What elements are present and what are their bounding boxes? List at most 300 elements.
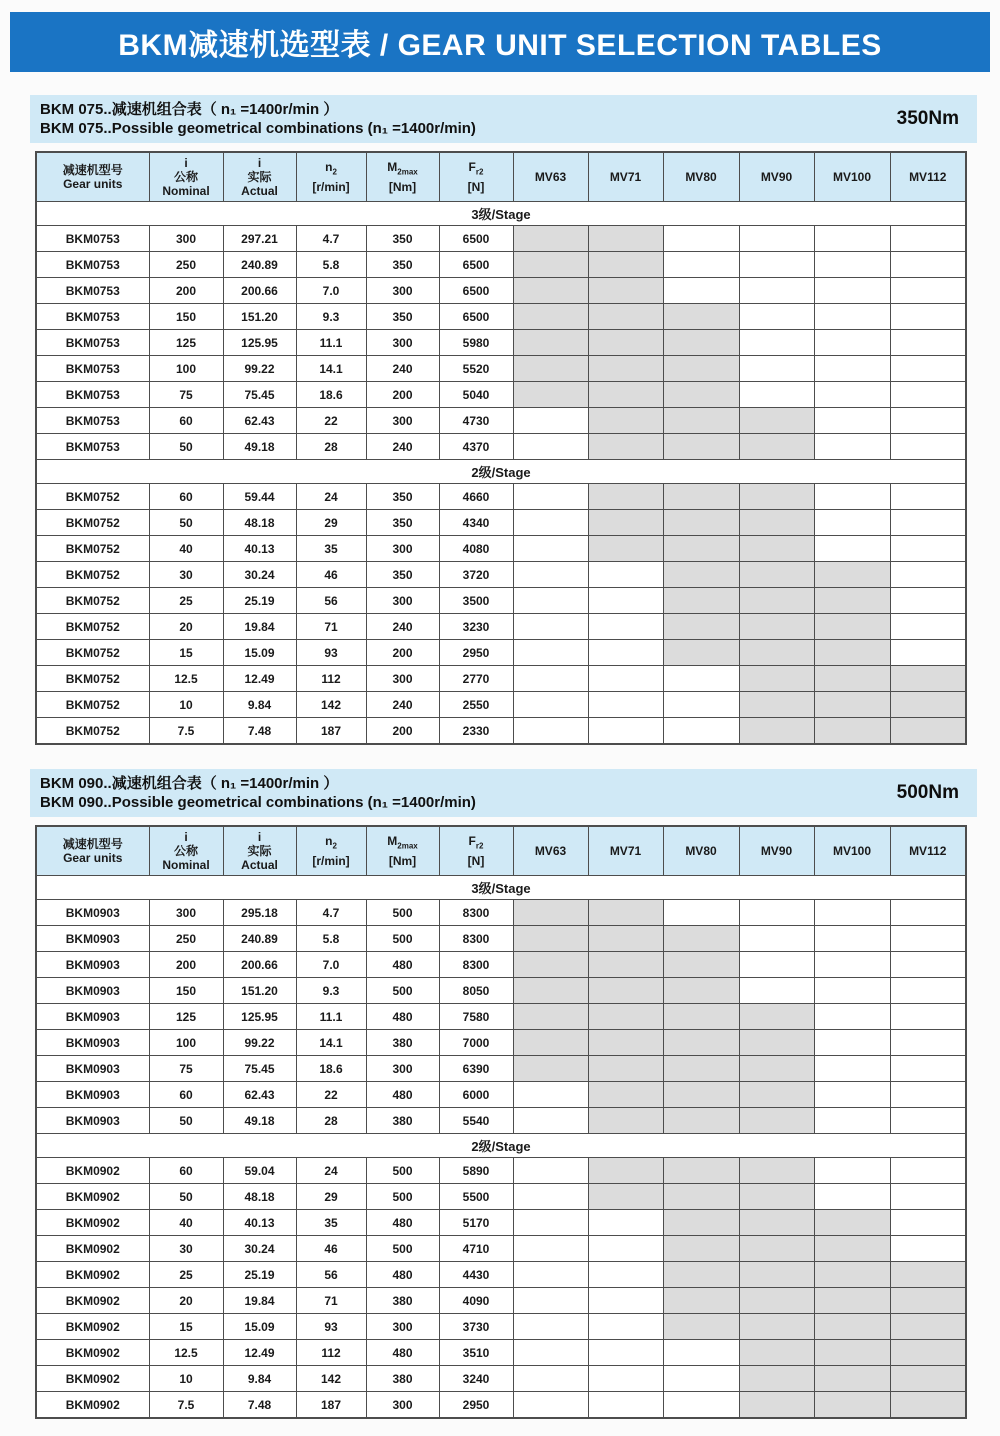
col-header-mv112: MV112 (890, 152, 966, 202)
cell-n2: 9.3 (296, 978, 366, 1004)
motor-compatibility-cell (814, 278, 890, 304)
table-row (36, 1236, 966, 1262)
table-title-en: BKM 090..Possible geometrical combinations (n₁ =1400r/min) (40, 794, 476, 811)
motor-compatibility-cell-shaded (663, 1056, 739, 1082)
cell-nominal: 60 (149, 1158, 223, 1184)
cell-fr2: 4340 (439, 510, 513, 536)
motor-compatibility-cell (890, 1056, 966, 1082)
motor-compatibility-cell-shaded (588, 978, 663, 1004)
motor-compatibility-cell (513, 1210, 588, 1236)
cell-fr2: 6390 (439, 1056, 513, 1082)
cell-actual: 59.04 (223, 1158, 296, 1184)
col-header-fr2: $F_{r2}$ [N] (439, 826, 513, 876)
motor-compatibility-cell (814, 484, 890, 510)
cell-nominal: 60 (149, 1082, 223, 1108)
motor-compatibility-cell-shaded (814, 1288, 890, 1314)
cell-model: BKM0903 (36, 1056, 149, 1082)
cell-model: BKM0903 (36, 1082, 149, 1108)
cell-fr2: 2330 (439, 718, 513, 745)
col-header-ratio-nominal: i 公称 Nominal (149, 826, 223, 876)
motor-compatibility-cell (890, 1082, 966, 1108)
cell-n2: 14.1 (296, 356, 366, 382)
motor-compatibility-cell (663, 666, 739, 692)
cell-model: BKM0752 (36, 588, 149, 614)
motor-compatibility-cell (663, 1392, 739, 1419)
motor-compatibility-cell (739, 304, 814, 330)
motor-compatibility-cell (814, 330, 890, 356)
table-row (36, 718, 966, 745)
motor-compatibility-cell-shaded (814, 666, 890, 692)
table-row (36, 640, 966, 666)
motor-compatibility-cell (588, 640, 663, 666)
motor-compatibility-cell-shaded (663, 1082, 739, 1108)
torque-badge: 350Nm (896, 108, 959, 129)
motor-compatibility-cell-shaded (588, 1184, 663, 1210)
cell-nominal: 50 (149, 1108, 223, 1134)
motor-compatibility-cell (663, 1340, 739, 1366)
cell-model: BKM0902 (36, 1392, 149, 1419)
motor-compatibility-cell-shaded (663, 1210, 739, 1236)
cell-n2: 7.0 (296, 278, 366, 304)
selection-table-bkm075 (35, 151, 967, 745)
cell-model: BKM0753 (36, 252, 149, 278)
motor-compatibility-cell (814, 1158, 890, 1184)
motor-compatibility-cell (513, 1340, 588, 1366)
motor-compatibility-cell-shaded (814, 1262, 890, 1288)
motor-compatibility-cell-shaded (663, 304, 739, 330)
cell-n2: 18.6 (296, 1056, 366, 1082)
motor-compatibility-cell-shaded (513, 900, 588, 926)
motor-compatibility-cell (739, 356, 814, 382)
cell-nominal: 250 (149, 926, 223, 952)
cell-model: BKM0753 (36, 226, 149, 252)
motor-compatibility-cell-shaded (663, 614, 739, 640)
motor-compatibility-cell (890, 1108, 966, 1134)
table-title-en: BKM 075..Possible geometrical combinations (n₁ =1400r/min) (40, 120, 476, 137)
cell-n2: 35 (296, 536, 366, 562)
motor-compatibility-cell-shaded (588, 510, 663, 536)
motor-compatibility-cell-shaded (663, 1108, 739, 1134)
cell-m2max: 200 (366, 640, 439, 666)
motor-compatibility-cell-shaded (588, 1108, 663, 1134)
motor-compatibility-cell-shaded (814, 614, 890, 640)
cell-m2max: 300 (366, 666, 439, 692)
cell-nominal: 50 (149, 1184, 223, 1210)
motor-compatibility-cell (890, 1184, 966, 1210)
motor-compatibility-cell-shaded (890, 718, 966, 745)
motor-compatibility-cell-shaded (513, 1030, 588, 1056)
cell-actual: 99.22 (223, 1030, 296, 1056)
cell-actual: 75.45 (223, 382, 296, 408)
cell-actual: 49.18 (223, 1108, 296, 1134)
motor-compatibility-cell-shaded (663, 926, 739, 952)
table-row (36, 978, 966, 1004)
table-row (36, 1366, 966, 1392)
table-row (36, 408, 966, 434)
motor-compatibility-cell (890, 510, 966, 536)
cell-model: BKM0903 (36, 1030, 149, 1056)
motor-compatibility-cell-shaded (814, 640, 890, 666)
motor-compatibility-cell (814, 978, 890, 1004)
cell-fr2: 6000 (439, 1082, 513, 1108)
motor-compatibility-cell-shaded (739, 1262, 814, 1288)
motor-compatibility-cell (739, 330, 814, 356)
cell-nominal: 75 (149, 1056, 223, 1082)
motor-compatibility-cell-shaded (814, 588, 890, 614)
cell-n2: 112 (296, 666, 366, 692)
cell-model: BKM0902 (36, 1366, 149, 1392)
cell-model: BKM0902 (36, 1262, 149, 1288)
table-row (36, 1004, 966, 1030)
motor-compatibility-cell-shaded (890, 666, 966, 692)
cell-m2max: 480 (366, 952, 439, 978)
cell-fr2: 2950 (439, 640, 513, 666)
motor-compatibility-cell (814, 1184, 890, 1210)
table-row (36, 278, 966, 304)
motor-compatibility-cell-shaded (513, 926, 588, 952)
col-header-mv100: MV100 (814, 152, 890, 202)
cell-n2: 93 (296, 1314, 366, 1340)
motor-compatibility-cell-shaded (513, 356, 588, 382)
cell-nominal: 200 (149, 278, 223, 304)
motor-compatibility-cell (513, 1366, 588, 1392)
cell-fr2: 5040 (439, 382, 513, 408)
motor-compatibility-cell (890, 304, 966, 330)
motor-compatibility-cell-shaded (588, 900, 663, 926)
cell-n2: 46 (296, 1236, 366, 1262)
motor-compatibility-cell (814, 1056, 890, 1082)
motor-compatibility-cell (513, 1314, 588, 1340)
motor-compatibility-cell (890, 588, 966, 614)
motor-compatibility-cell (739, 952, 814, 978)
motor-compatibility-cell (663, 252, 739, 278)
cell-nominal: 30 (149, 562, 223, 588)
cell-model: BKM0752 (36, 484, 149, 510)
cell-nominal: 300 (149, 900, 223, 926)
motor-compatibility-cell-shaded (739, 1184, 814, 1210)
cell-model: BKM0903 (36, 1004, 149, 1030)
motor-compatibility-cell (513, 408, 588, 434)
motor-compatibility-cell (739, 278, 814, 304)
cell-model: BKM0753 (36, 278, 149, 304)
stage-divider: 3级/Stage (36, 202, 966, 226)
cell-actual: 9.84 (223, 692, 296, 718)
cell-fr2: 2950 (439, 1392, 513, 1419)
motor-compatibility-cell-shaded (814, 1210, 890, 1236)
cell-n2: 29 (296, 510, 366, 536)
table-block-bkm075 (30, 95, 977, 745)
cell-nominal: 125 (149, 330, 223, 356)
cell-model: BKM0753 (36, 408, 149, 434)
cell-nominal: 15 (149, 1314, 223, 1340)
motor-compatibility-cell (588, 1392, 663, 1419)
cell-fr2: 6500 (439, 304, 513, 330)
cell-n2: 187 (296, 1392, 366, 1419)
cell-fr2: 2550 (439, 692, 513, 718)
motor-compatibility-cell-shaded (588, 484, 663, 510)
cell-nominal: 20 (149, 614, 223, 640)
col-header-ratio-actual: i 实际 Actual (223, 152, 296, 202)
selection-table-bkm090 (35, 825, 967, 1419)
cell-fr2: 8300 (439, 952, 513, 978)
table-title-bar (30, 95, 977, 143)
table-row (36, 1082, 966, 1108)
motor-compatibility-cell-shaded (513, 952, 588, 978)
cell-nominal: 12.5 (149, 1340, 223, 1366)
table-row (36, 1262, 966, 1288)
cell-nominal: 200 (149, 952, 223, 978)
cell-actual: 12.49 (223, 666, 296, 692)
motor-compatibility-cell-shaded (663, 640, 739, 666)
cell-m2max: 350 (366, 562, 439, 588)
motor-compatibility-cell-shaded (663, 1262, 739, 1288)
cell-actual: 30.24 (223, 562, 296, 588)
motor-compatibility-cell (814, 408, 890, 434)
cell-m2max: 300 (366, 1056, 439, 1082)
cell-nominal: 50 (149, 510, 223, 536)
motor-compatibility-cell (513, 1108, 588, 1134)
motor-compatibility-cell (814, 1004, 890, 1030)
motor-compatibility-cell-shaded (814, 718, 890, 745)
motor-compatibility-cell (890, 536, 966, 562)
motor-compatibility-cell (739, 226, 814, 252)
motor-compatibility-cell-shaded (513, 1004, 588, 1030)
cell-actual: 7.48 (223, 1392, 296, 1419)
motor-compatibility-cell-shaded (588, 382, 663, 408)
cell-fr2: 5500 (439, 1184, 513, 1210)
cell-fr2: 3500 (439, 588, 513, 614)
motor-compatibility-cell-shaded (588, 252, 663, 278)
cell-fr2: 5540 (439, 1108, 513, 1134)
cell-n2: 142 (296, 1366, 366, 1392)
motor-compatibility-cell (663, 1366, 739, 1392)
cell-model: BKM0753 (36, 304, 149, 330)
cell-m2max: 350 (366, 304, 439, 330)
motor-compatibility-cell-shaded (663, 1004, 739, 1030)
motor-compatibility-cell (814, 1030, 890, 1056)
motor-compatibility-cell-shaded (588, 278, 663, 304)
table-row (36, 382, 966, 408)
cell-actual: 99.22 (223, 356, 296, 382)
motor-compatibility-cell-shaded (588, 434, 663, 460)
cell-fr2: 6500 (439, 226, 513, 252)
motor-compatibility-cell (814, 952, 890, 978)
motor-compatibility-cell (890, 614, 966, 640)
motor-compatibility-cell-shaded (588, 1004, 663, 1030)
table-row (36, 666, 966, 692)
motor-compatibility-cell (588, 1210, 663, 1236)
cell-nominal: 40 (149, 536, 223, 562)
motor-compatibility-cell (513, 1288, 588, 1314)
cell-n2: 9.3 (296, 304, 366, 330)
cell-actual: 9.84 (223, 1366, 296, 1392)
col-header-mv90: MV90 (739, 152, 814, 202)
motor-compatibility-cell-shaded (739, 692, 814, 718)
motor-compatibility-cell-shaded (663, 1288, 739, 1314)
cell-fr2: 2770 (439, 666, 513, 692)
motor-compatibility-cell-shaded (588, 304, 663, 330)
cell-model: BKM0752 (36, 640, 149, 666)
cell-nominal: 15 (149, 640, 223, 666)
stage-divider: 3级/Stage (36, 876, 966, 900)
cell-actual: 295.18 (223, 900, 296, 926)
cell-actual: 25.19 (223, 588, 296, 614)
cell-fr2: 3730 (439, 1314, 513, 1340)
cell-fr2: 3510 (439, 1340, 513, 1366)
motor-compatibility-cell-shaded (588, 926, 663, 952)
cell-actual: 75.45 (223, 1056, 296, 1082)
table-block-bkm090 (30, 769, 977, 1419)
cell-m2max: 380 (366, 1108, 439, 1134)
cell-m2max: 300 (366, 408, 439, 434)
cell-nominal: 10 (149, 692, 223, 718)
motor-compatibility-cell-shaded (814, 1340, 890, 1366)
motor-compatibility-cell (513, 718, 588, 745)
motor-compatibility-cell (513, 434, 588, 460)
cell-nominal: 25 (149, 588, 223, 614)
motor-compatibility-cell (739, 382, 814, 408)
cell-nominal: 40 (149, 1210, 223, 1236)
cell-n2: 11.1 (296, 1004, 366, 1030)
cell-model: BKM0753 (36, 330, 149, 356)
cell-m2max: 300 (366, 330, 439, 356)
cell-m2max: 240 (366, 356, 439, 382)
cell-nominal: 7.5 (149, 718, 223, 745)
cell-n2: 4.7 (296, 226, 366, 252)
motor-compatibility-cell-shaded (739, 1030, 814, 1056)
col-header-mv112: MV112 (890, 826, 966, 876)
motor-compatibility-cell (814, 510, 890, 536)
cell-fr2: 4730 (439, 408, 513, 434)
cell-fr2: 4660 (439, 484, 513, 510)
cell-actual: 297.21 (223, 226, 296, 252)
page-title: BKM减速机选型表 / GEAR UNIT SELECTION TABLES (118, 29, 882, 62)
motor-compatibility-cell-shaded (890, 1262, 966, 1288)
motor-compatibility-cell-shaded (513, 278, 588, 304)
motor-compatibility-cell (814, 1108, 890, 1134)
motor-compatibility-cell (814, 304, 890, 330)
motor-compatibility-cell-shaded (588, 1158, 663, 1184)
cell-n2: 24 (296, 484, 366, 510)
cell-model: BKM0903 (36, 952, 149, 978)
motor-compatibility-cell (513, 1082, 588, 1108)
motor-compatibility-cell (513, 640, 588, 666)
cell-actual: 19.84 (223, 614, 296, 640)
motor-compatibility-cell (814, 356, 890, 382)
cell-model: BKM0902 (36, 1288, 149, 1314)
motor-compatibility-cell (513, 510, 588, 536)
cell-n2: 56 (296, 1262, 366, 1288)
cell-m2max: 500 (366, 978, 439, 1004)
motor-compatibility-cell (890, 900, 966, 926)
col-header-fr2: $F_{r2}$ [N] (439, 152, 513, 202)
cell-actual: 62.43 (223, 1082, 296, 1108)
cell-n2: 14.1 (296, 1030, 366, 1056)
motor-compatibility-cell (513, 614, 588, 640)
motor-compatibility-cell (588, 1236, 663, 1262)
col-header-gear-units: 减速机型号 Gear units (36, 152, 149, 202)
cell-actual: 48.18 (223, 510, 296, 536)
cell-actual: 7.48 (223, 718, 296, 745)
motor-compatibility-cell-shaded (814, 1366, 890, 1392)
motor-compatibility-cell-shaded (588, 226, 663, 252)
cell-nominal: 60 (149, 484, 223, 510)
table-row (36, 1158, 966, 1184)
motor-compatibility-cell (588, 692, 663, 718)
motor-compatibility-cell (588, 1314, 663, 1340)
cell-m2max: 350 (366, 252, 439, 278)
cell-nominal: 150 (149, 978, 223, 1004)
cell-nominal: 12.5 (149, 666, 223, 692)
cell-model: BKM0753 (36, 434, 149, 460)
cell-model: BKM0902 (36, 1158, 149, 1184)
motor-compatibility-cell-shaded (663, 510, 739, 536)
cell-n2: 29 (296, 1184, 366, 1210)
motor-compatibility-cell-shaded (739, 434, 814, 460)
col-header-mv80: MV80 (663, 826, 739, 876)
motor-compatibility-cell (513, 1158, 588, 1184)
motor-compatibility-cell-shaded (513, 304, 588, 330)
motor-compatibility-cell-shaded (739, 408, 814, 434)
cell-m2max: 200 (366, 718, 439, 745)
motor-compatibility-cell (890, 1158, 966, 1184)
motor-compatibility-cell-shaded (513, 330, 588, 356)
cell-n2: 93 (296, 640, 366, 666)
cell-actual: 151.20 (223, 304, 296, 330)
cell-fr2: 3230 (439, 614, 513, 640)
torque-badge: 500Nm (896, 782, 959, 803)
cell-m2max: 240 (366, 434, 439, 460)
cell-actual: 30.24 (223, 1236, 296, 1262)
motor-compatibility-cell-shaded (814, 562, 890, 588)
cell-nominal: 250 (149, 252, 223, 278)
cell-actual: 15.09 (223, 1314, 296, 1340)
col-header-m2max: $M_{2max}$ [Nm] (366, 152, 439, 202)
motor-compatibility-cell (513, 1184, 588, 1210)
cell-n2: 71 (296, 1288, 366, 1314)
motor-compatibility-cell (814, 226, 890, 252)
motor-compatibility-cell (588, 1340, 663, 1366)
cell-model: BKM0752 (36, 614, 149, 640)
motor-compatibility-cell (890, 408, 966, 434)
cell-m2max: 350 (366, 484, 439, 510)
motor-compatibility-cell (739, 978, 814, 1004)
cell-m2max: 500 (366, 1236, 439, 1262)
motor-compatibility-cell-shaded (513, 382, 588, 408)
cell-nominal: 20 (149, 1288, 223, 1314)
table-row (36, 356, 966, 382)
motor-compatibility-cell-shaded (663, 1236, 739, 1262)
table-row (36, 1314, 966, 1340)
table-row (36, 1288, 966, 1314)
col-header-n2: $n_2$ [r/min] (296, 826, 366, 876)
cell-model: BKM0752 (36, 510, 149, 536)
cell-m2max: 350 (366, 226, 439, 252)
motor-compatibility-cell-shaded (739, 510, 814, 536)
cell-n2: 11.1 (296, 330, 366, 356)
motor-compatibility-cell-shaded (663, 330, 739, 356)
motor-compatibility-cell (663, 278, 739, 304)
motor-compatibility-cell (588, 588, 663, 614)
cell-n2: 5.8 (296, 926, 366, 952)
cell-n2: 46 (296, 562, 366, 588)
table-row (36, 1030, 966, 1056)
motor-compatibility-cell (890, 640, 966, 666)
cell-m2max: 200 (366, 382, 439, 408)
cell-actual: 12.49 (223, 1340, 296, 1366)
cell-m2max: 300 (366, 536, 439, 562)
cell-n2: 187 (296, 718, 366, 745)
